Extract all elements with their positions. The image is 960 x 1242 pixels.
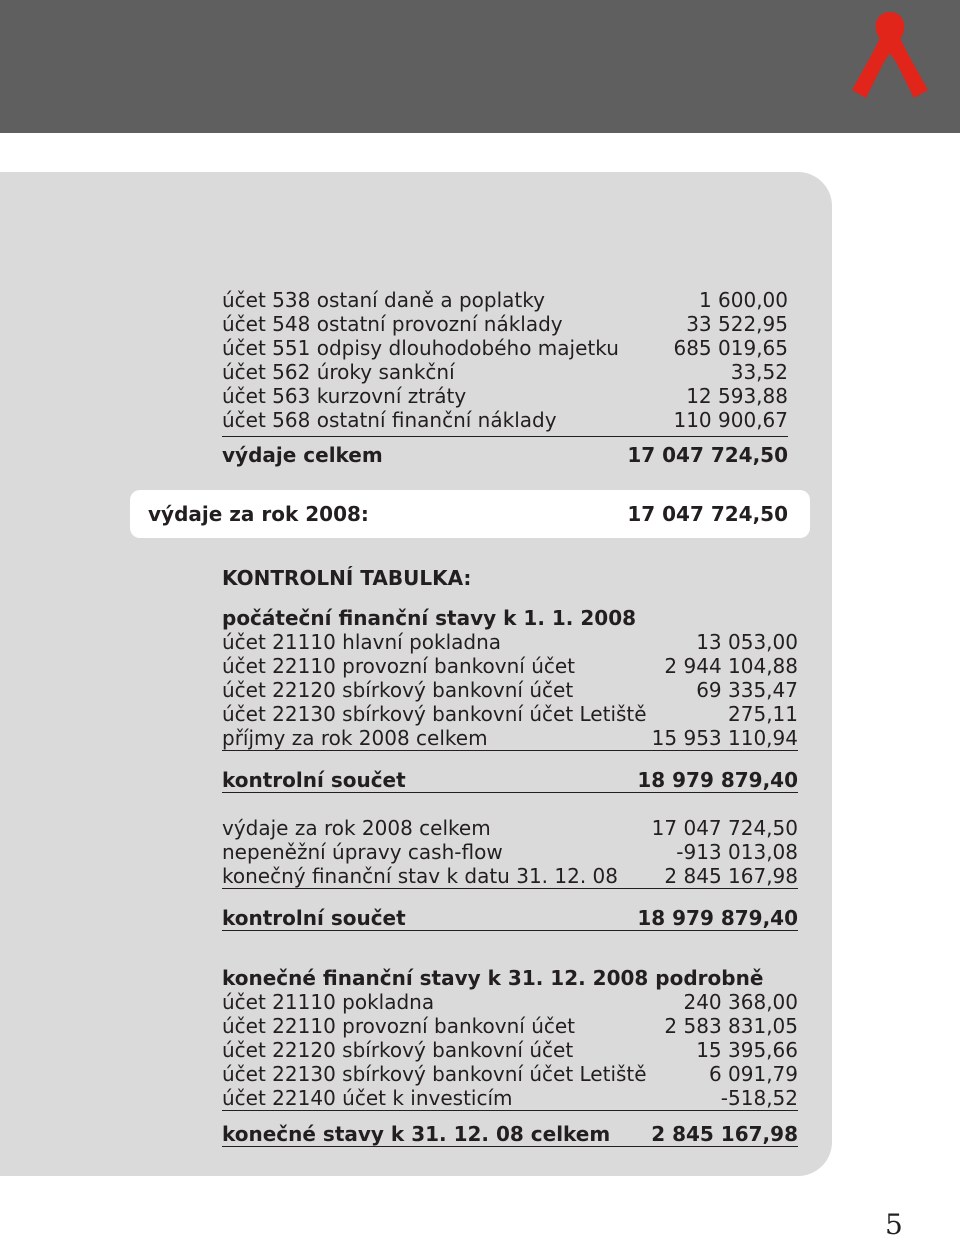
expense-row: [222, 336, 788, 360]
row-label: kontrolní součet: [222, 906, 406, 930]
row-value: 275,11: [728, 702, 798, 726]
final-row: [222, 1062, 798, 1086]
row-value: -518,52: [720, 1086, 798, 1110]
row-value: 240 368,00: [683, 990, 798, 1014]
row-value: 2 845 167,98: [664, 864, 798, 888]
reconciliation-row: [222, 840, 798, 864]
row-label: účet 563 kurzovní ztráty: [222, 384, 467, 408]
row-value: 69 335,47: [696, 678, 798, 702]
year-total-row: [148, 502, 788, 526]
expense-row: [222, 408, 788, 432]
initial-row: [222, 654, 798, 678]
expense-row: [222, 312, 788, 336]
control-sum-row: [222, 768, 798, 793]
header-bar: [0, 0, 960, 133]
row-value: 12 593,88: [686, 384, 788, 408]
row-value: 110 900,67: [673, 408, 788, 432]
row-label: účet 22110 provozní bankovní účet: [222, 654, 576, 678]
row-label: kontrolní součet: [222, 768, 406, 792]
row-label: účet 22130 sbírkový bankovní účet Letiště: [222, 1062, 647, 1086]
row-label: účet 22120 sbírkový bankovní účet: [222, 1038, 574, 1062]
row-label: účet 562 úroky sankční: [222, 360, 455, 384]
initial-row: [222, 678, 798, 702]
row-label: konečné stavy k 31. 12. 08 celkem: [222, 1122, 611, 1146]
row-label: nepeněžní úpravy cash-flow: [222, 840, 503, 864]
row-value: 18 979 879,40: [637, 768, 798, 792]
row-label: výdaje za rok 2008 celkem: [222, 816, 491, 840]
divider: [222, 436, 788, 437]
final-total-row: [222, 1122, 798, 1147]
final-row: [222, 1038, 798, 1062]
row-value: 15 395,66: [696, 1038, 798, 1062]
row-value: 17 047 724,50: [627, 443, 788, 467]
row-label: účet 22120 sbírkový bankovní účet: [222, 678, 574, 702]
expenses-total-row: [222, 443, 788, 467]
row-value: 6 091,79: [708, 1062, 798, 1086]
expense-row: [222, 360, 788, 384]
row-value: 15 953 110,94: [651, 726, 798, 750]
row-label: účet 22140 účet k investicím: [222, 1086, 513, 1110]
row-value: 1 600,00: [698, 288, 788, 312]
row-label: příjmy za rok 2008 celkem: [222, 726, 488, 750]
initial-row: [222, 702, 798, 726]
initial-balances-title: počáteční finanční stavy k 1. 1. 2008: [222, 606, 637, 630]
reconciliation-row: [222, 864, 798, 889]
initial-row: [222, 630, 798, 654]
row-value: 2 944 104,88: [664, 654, 798, 678]
final-row: [222, 1086, 798, 1111]
final-row: [222, 1014, 798, 1038]
final-balances-title: konečné finanční stavy k 31. 12. 2008 podrobně: [222, 966, 764, 990]
red-ribbon-icon: [848, 6, 932, 102]
row-label: účet 21110 pokladna: [222, 990, 435, 1014]
row-label: účet 22110 provozní bankovní účet: [222, 1014, 576, 1038]
row-value: 685 019,65: [673, 336, 788, 360]
income-total-row: [222, 726, 798, 751]
row-value: 17 047 724,50: [627, 502, 788, 526]
control-sum-row: [222, 906, 798, 931]
row-label: výdaje za rok 2008:: [148, 502, 369, 526]
row-value: 13 053,00: [696, 630, 798, 654]
row-value: -913 013,08: [676, 840, 798, 864]
row-label: účet 21110 hlavní pokladna: [222, 630, 502, 654]
row-label: účet 568 ostatní finanční náklady: [222, 408, 557, 432]
row-label: účet 548 ostatní provozní náklady: [222, 312, 563, 336]
row-label: účet 22130 sbírkový bankovní účet Letiště: [222, 702, 647, 726]
final-row: [222, 990, 798, 1014]
row-label: konečný finanční stav k datu 31. 12. 08: [222, 864, 618, 888]
reconciliation-row: [222, 816, 798, 840]
row-value: 33 522,95: [686, 312, 788, 336]
row-value: 2 583 831,05: [664, 1014, 798, 1038]
row-label: účet 551 odpisy dlouhodobého majetku: [222, 336, 619, 360]
page-number: 5: [885, 1208, 903, 1241]
expense-row: [222, 288, 788, 312]
control-table-title: KONTROLNÍ TABULKA:: [222, 566, 472, 590]
row-label: výdaje celkem: [222, 443, 383, 467]
row-value: 33,52: [730, 360, 788, 384]
row-value: 2 845 167,98: [651, 1122, 798, 1146]
row-label: účet 538 ostaní daně a poplatky: [222, 288, 545, 312]
row-value: 17 047 724,50: [651, 816, 798, 840]
row-value: 18 979 879,40: [637, 906, 798, 930]
expense-row: [222, 384, 788, 408]
